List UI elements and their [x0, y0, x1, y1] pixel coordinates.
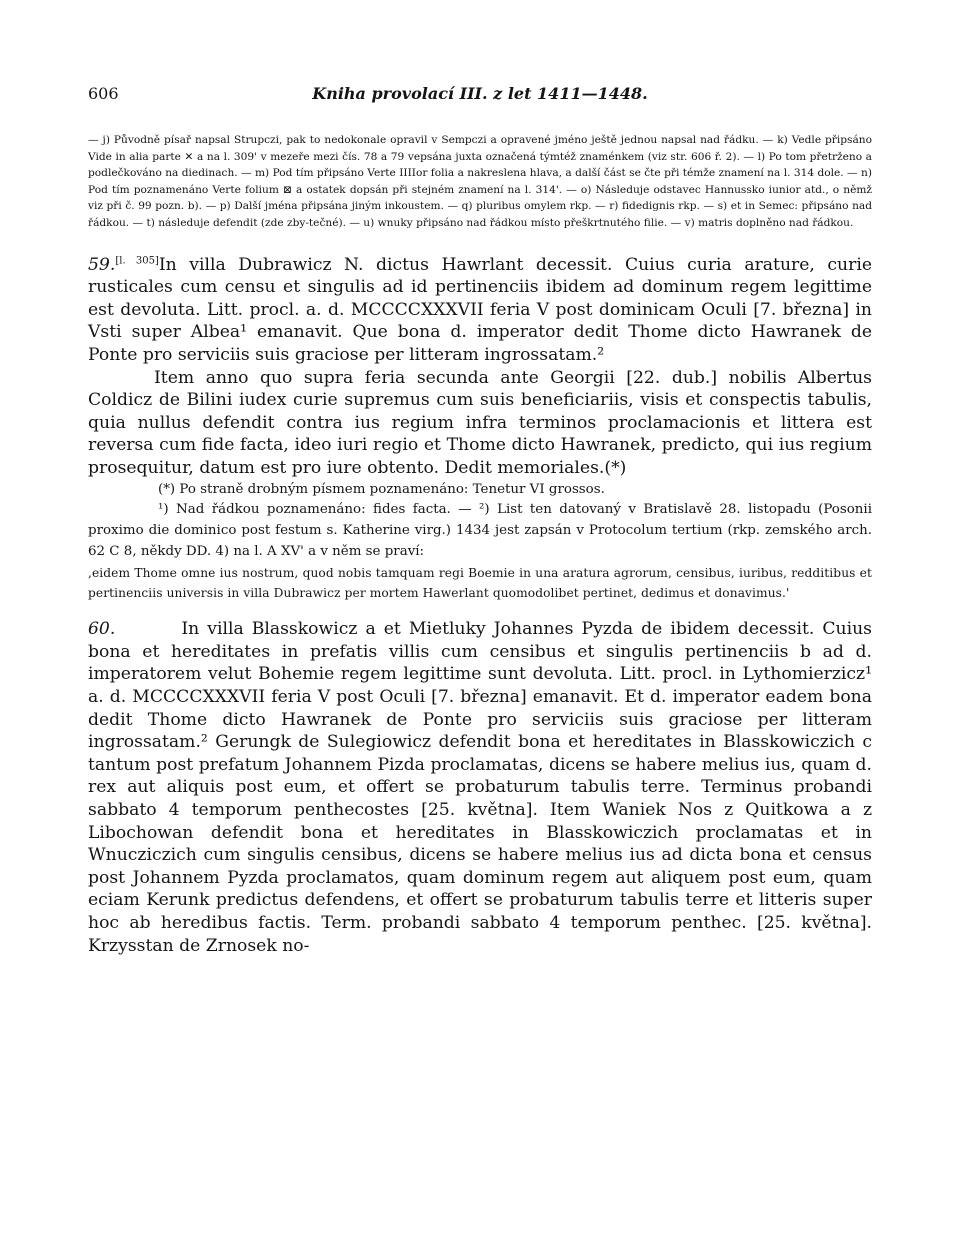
entry-60 — [88, 618, 872, 957]
note-star: (*) Po straně drobným písmem poznamenáno: Tenetur VI grossos. — [158, 481, 605, 497]
entry-59-notes — [88, 480, 872, 605]
note-quote: ,eidem Thome omne ius nostrum, quod nobis tamquam regi Boemie in una aratura agrorum, censibus, iuribus, redditibus et pertinenciis universis in villa Dubrawicz per mortem Hawerlant quomodolibet pertinet, dedimus et donavimus.' — [88, 565, 872, 601]
document-page — [88, 84, 872, 957]
note-1-2: ¹) Nad řádkou poznamenáno: fides facta. — ²) List ten datovaný v Bratislavě 28. listopadu (Posonii proximo die dominico post festum s. Katherine virg.) 1434 jest zapsán v Protocolum tertium (rkp. zemského arch. 62 C 8, někdy DD. 4) na l. A XV' a v něm se praví: — [88, 502, 872, 559]
critical-apparatus: — j) Původně písař napsal Strupczi, pak to nedokonale opravil v Sempczi a opravené jméno ještě jednou napsal nad řádku. — k) Vedle připsáno Vide in alia parte ✕ a na l. 309' v mezeře mezi čís. 78 a 79 vepsána juxta označená týmtéž znaménkem (viz str. 606 ř. 2). — l) Po tom přetrženo a podlečkováno na diedinach. — m) Pod tím připsáno Verte IIIIor folia a nakreslena hlava, a další část se čte při témže znamení na l. 314 dole. — n) Pod tím poznamenáno Verte folium ⊠ a ostatek dopsán při stejném znamení na l. 314'. — o) Následuje odstavec Hannussko iunior atd., o němž viz při č. 99 pozn. b). — p) Další jména připsána jiným inkoustem. — q) pluribus omylem rkp. — r) fidedignis rkp. — s) et in Semec: připsáno nad řádkou. — t) následuje defendit (zde zby-tečné). — u) wnuky připsáno nad řádkou místo přeškrtnutého filie. — v) matris doplněno nad řádkou. — [88, 134, 872, 229]
entry-59-paragraph-1 — [88, 254, 872, 367]
entry-59-paragraph-2: Item anno quo supra feria secunda ante Georgii [22. dub.] nobilis Albertus Coldicz de Bilini iudex curie supremus cum suis beneficiariis, visis et conspectis tabulis, quia nullus defendit contra ius regium infra terminos proclamacionis et littera est reversa cum fide facta, ideo iuri regio et Thome dicto Hawranek, predicto, qui ius regium prosequitur, datum est pro iure obtento. Dedit memoriales.(*) — [88, 367, 872, 478]
running-title: Kniha provolací III. z let 1411—1448. — [312, 84, 648, 103]
entry-59-text-1: In villa Dubrawicz N. dictus Hawrlant decessit. Cuius curia arature, curie rusticales cum censu et singulis ad id pertinenciis ibidem ad dominum regem legittime est devoluta. Litt. procl. a. d. MCCCCXXXVII feria V post dominicam Oculi [7. března] in Vsti super Albea¹ emanavit. Que bona d. imperator dedit Thome dicto Hawranek de Ponte pro serviciis suis graciose per litteram ingrossatam.² — [88, 254, 872, 365]
entry-59 — [88, 254, 872, 480]
entry-60-paragraph — [88, 618, 872, 957]
running-header — [88, 84, 872, 110]
entry-60-text: In villa Blasskowicz a et Mietluky Johannes Pyzda de ibidem decessit. Cuius bona et hereditates in prefatis villis cum censibus et singulis pertinenciis b ad d. imperatorem velut Bohemie regem legittime sunt devoluta. Litt. procl. in Lythomierzicz¹ a. d. MCCCCXXXVII feria V post Oculi [7. března] emanavit. Et d. imperator eadem bona dedit Thome dicto Hawranek de Ponte pro serviciis suis graciose per litteram ingrossatam.² Gerungk de Sulegiowicz defendit bona et hereditates in Blasskowiczich c tantum post prefatum Johannem Pizda proclamatas, dicens se habere melius ius, quam d. rex aut aliquis post eum, et offert se probaturum tabulis terre. Terminus probandi sabbato 4 temporum penthecostes [25. května]. Item Waniek Nos z Quitkowa a z Libochowan defendit bona et hereditates in Blasskowiczich proclamatas et in Wnucziczich cum singulis censibus, dicens se habere melius ius ad dicta bona et census post Johannem Pyzda proclamatos, quam dominum regem aut aliquem post eum, quam eciam Kerunk predictus defendens, et offert se probaturum tabulis terre et litteris super hoc ab heredibus factis. Term. probandi sabbato 4 temporum penthec. [25. května]. Krzysstan de Zrnosek no- — [88, 619, 872, 956]
entry-60-number: 60. — [88, 619, 116, 640]
entry-59-folio: [l. 305] — [115, 254, 159, 266]
entry-59-number: 59. — [88, 254, 116, 275]
page-number: 606 — [88, 84, 119, 103]
